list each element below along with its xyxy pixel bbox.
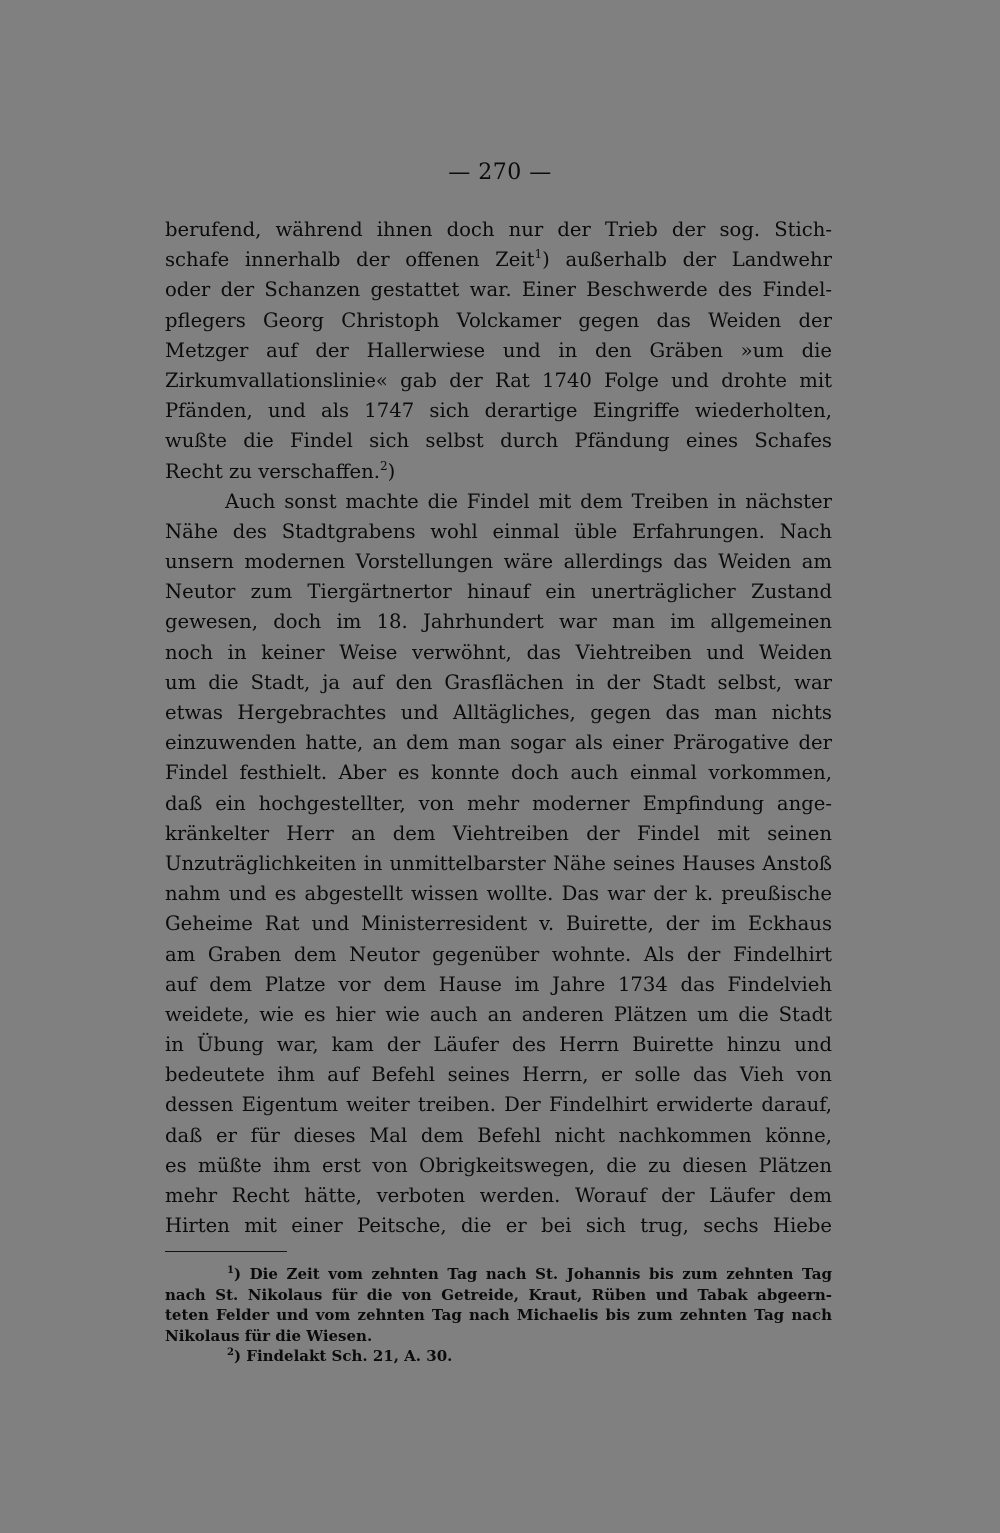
- text-line: Pfänden, und als 1747 sich derartige Eingriffe wiederholten,: [165, 399, 832, 423]
- text-line: Geheime Rat und Ministerresident v. Buirette, der im Eckhaus: [165, 912, 832, 936]
- text-line: berufend, während ihnen doch nur der Trieb der sog. Stich-: [165, 218, 832, 241]
- text-line: um die Stadt, ja auf den Grasflächen in der Stadt selbst, war: [165, 670, 832, 694]
- text-line: Zirkumvallationslinie« gab der Rat 1740 Folge und drohte mit: [165, 368, 832, 392]
- text-line: oder der Schanzen gestattet war. Einer Beschwerde des Findel-: [165, 278, 832, 302]
- text-line: in Übung war, kam der Läufer des Herrn Buirette hinzu und: [165, 1033, 832, 1057]
- text-line: am Graben dem Neutor gegenüber wohnte. Als der Findelhirt: [165, 942, 832, 966]
- text-line: [165, 457, 832, 487]
- footnote-line: Nikolaus für die Wiesen.: [165, 1326, 373, 1345]
- text-line: Findel festhielt. Aber es konnte doch auch einmal vorkommen,: [165, 761, 832, 785]
- text-line: unsern modernen Vorstellungen wäre allerdings das Weiden am: [165, 550, 832, 574]
- footnote-2: [165, 1346, 832, 1367]
- footnote-mark: 2: [227, 1347, 234, 1359]
- text-line: kränkelter Herr an dem Viehtreiben der Findel mit seinen: [165, 821, 832, 845]
- text-line: Metzger auf der Hallerwiese und in den Gräben »um die: [165, 338, 832, 362]
- text-line: nahm und es abgestellt wissen wollte. Das war der k. preußische: [165, 882, 832, 906]
- main-text: [165, 215, 832, 1241]
- text-line: wußte die Findel sich selbst durch Pfändung eines Schafes: [165, 429, 832, 453]
- text-line: noch in keiner Weise verwöhnt, das Viehtreiben und Weiden: [165, 640, 832, 664]
- text-line: daß ein hochgestellter, von mehr moderner Empfindung ange-: [165, 791, 832, 815]
- text-segment: Recht zu verschaffen.: [165, 459, 380, 483]
- text-line: pflegers Georg Christoph Volckamer gegen das Weiden der: [165, 308, 832, 332]
- footnote-1: [165, 1264, 832, 1285]
- text-line: [165, 245, 832, 275]
- text-line: mehr Recht hätte, verboten werden. Worauf der Läufer dem: [165, 1184, 832, 1207]
- footnote-line: nach St. Nikolaus für die von Getreide, Kraut, Rüben und Tabak abgeern-: [165, 1285, 832, 1304]
- text-segment: ) außerhalb der Landwehr: [542, 248, 832, 272]
- text-line: es müßte ihm erst von Obrigkeitswegen, die zu diesen Plätzen: [165, 1153, 832, 1177]
- text-line: auf dem Platze vor dem Hause im Jahre 1734 das Findelvieh: [165, 972, 832, 996]
- footnote-mark: 1: [227, 1265, 234, 1276]
- text-line: daß er für dieses Mal dem Befehl nicht nachkommen könne,: [165, 1123, 832, 1147]
- footnote-divider: [165, 1251, 287, 1252]
- text-line: Unzuträglichkeiten in unmittelbarster Nähe seines Hauses Anstoß: [165, 851, 832, 875]
- text-segment: ): [387, 459, 396, 483]
- paragraph-start-line: Auch sonst machte die Findel mit dem Treiben in nächster: [225, 489, 832, 513]
- text-line: Hirten mit einer Peitsche, die er bei sich trug, sechs Hiebe: [165, 1214, 832, 1238]
- text-line: bedeutete ihm auf Befehl seines Herrn, er solle das Vieh von: [165, 1063, 832, 1087]
- footnote-text: ) Findelakt Sch. 21, A. 30.: [233, 1347, 453, 1366]
- text-line: etwas Hergebrachtes und Alltägliches, gegen das man nichts: [165, 701, 832, 724]
- footnote-ref-1[interactable]: 1: [534, 247, 543, 262]
- footnotes: [165, 1264, 832, 1367]
- text-line: dessen Eigentum weiter treiben. Der Findelhirt erwiderte darauf,: [165, 1093, 832, 1117]
- text-line: Nähe des Stadtgrabens wohl einmal üble Erfahrungen. Nach: [165, 519, 832, 543]
- text-line: einzuwenden hatte, an dem man sogar als einer Prärogative der: [165, 731, 832, 755]
- text-line: Neutor zum Tiergärtnertor hinauf ein unerträglicher Zustand: [165, 580, 832, 604]
- footnote-text: ) Die Zeit vom zehnten Tag nach St. Johannis bis zum zehnten Tag: [233, 1265, 832, 1283]
- text-line: weidete, wie es hier wie auch an anderen Plätzen um die Stadt: [165, 1002, 832, 1026]
- page-number: — 270 —: [448, 160, 552, 185]
- footnote-ref-2[interactable]: 2: [379, 458, 388, 473]
- text-line: gewesen, doch im 18. Jahrhundert war man im allgemeinen: [165, 610, 832, 634]
- text-segment: schafe innerhalb der offenen Zeit: [165, 248, 535, 272]
- footnote-line: teten Felder und vom zehnten Tag nach Michaelis bis zum zehnten Tag nach: [165, 1306, 832, 1325]
